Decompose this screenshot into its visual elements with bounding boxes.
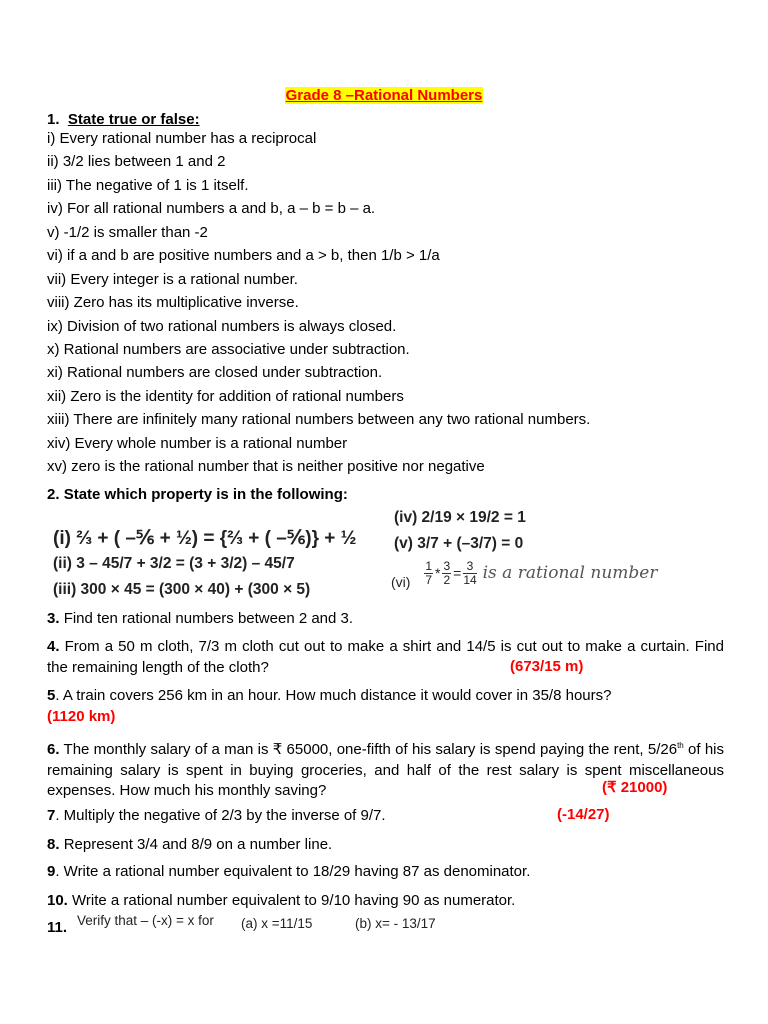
fraction: $\frac{3}{2}$	[443, 558, 451, 587]
q2-number: 2.	[47, 486, 60, 503]
q1-item: xi) Rational numbers are closed under subtraction.	[47, 364, 383, 382]
q11-verify: Verify that – (-x) = x for	[77, 913, 214, 928]
q2-property-image	[50, 505, 710, 601]
q4-answer: (673/15 m)	[510, 658, 584, 675]
q6-text-b: of his remaining salary is spent in buying groceries, and half of the rest salary is spent miscellaneous expenses. How much his monthly saving?	[47, 741, 724, 799]
q5	[47, 686, 724, 727]
q2-item-vi: (vi) $\frac{1}{7}$ * $\frac{3}{2}$ = $\frac{3}{14}$ is a rational number	[391, 558, 658, 590]
q4	[47, 637, 724, 678]
q6-superscript: th	[677, 741, 684, 750]
q11-part-b: (b) x= - 13/17	[355, 916, 436, 931]
q10-text: Write a rational number equivalent to 9/10 having 90 as numerator.	[72, 892, 516, 909]
q1-item: iv) For all rational numbers a and b, a – b = b – a.	[47, 200, 376, 218]
q6-answer: (₹ 21000)	[602, 779, 668, 796]
q3	[47, 609, 353, 628]
q1-heading	[47, 110, 200, 129]
q2-item-i: (i) ⅔ + ( –⅚ + ½) = {⅔ + ( –⅚)} + ½	[53, 528, 357, 549]
q9-text: . Write a rational number equivalent to 18/29 having 87 as denominator.	[55, 863, 531, 880]
q7-text: . Multiply the negative of 2/3 by the inverse of 9/7.	[55, 807, 386, 824]
q9	[47, 862, 530, 881]
q1-item: x) Rational numbers are associative under subtraction.	[47, 340, 410, 358]
q10	[47, 891, 515, 910]
q1-item: xv) zero is the rational number that is neither positive nor negative	[47, 458, 485, 476]
q11	[47, 918, 67, 937]
page-title: Grade 8 –Rational Numbers	[285, 87, 483, 104]
q5-number: 5	[47, 687, 56, 704]
q10-number: 10.	[47, 892, 68, 909]
q1-item: viii) Zero has its multiplicative inverse.	[47, 294, 299, 312]
q2-heading	[47, 485, 348, 504]
q4-text: From a 50 m cloth, 7/3 m cloth cut out to make a shirt and 14/5 is cut out to make a curtain. Find the remaining length of the cloth?	[47, 638, 724, 676]
q1-item: xiv) Every whole number is a rational number	[47, 434, 348, 452]
q6-text-a: The monthly salary of a man is ₹ 65000, one-fifth of his salary is spend paying the rent, 5/26	[63, 741, 678, 758]
q2-vi-label: (vi)	[391, 574, 411, 590]
q2-item-iv: (iv) 2/19 × 19/2 = 1	[394, 509, 526, 526]
fraction: $\frac{3}{14}$	[463, 558, 477, 587]
q6-number: 6.	[47, 741, 60, 758]
q1-item: ii) 3/2 lies between 1 and 2	[47, 153, 226, 171]
q1-item: vi) if a and b are positive numbers and a > b, then 1/b > 1/a	[47, 247, 440, 265]
q1-item: v) -1/2 is smaller than -2	[47, 223, 208, 241]
q1-item: xiii) There are infinitely many rational numbers between any two rational numbers.	[47, 411, 591, 429]
title-container	[0, 87, 768, 105]
fraction: $\frac{1}{7}$	[425, 558, 433, 587]
q1-item: i) Every rational number has a reciprocal	[47, 130, 317, 147]
q11-number: 11.	[47, 919, 68, 936]
q2-item-v: (v) 3/7 + (–3/7) = 0	[394, 535, 524, 552]
q1-heading-text: State true or false:	[67, 111, 200, 128]
q1-item: iii) The negative of 1 is 1 itself.	[47, 176, 249, 194]
q2-item-ii: (ii) 3 – 45/7 + 3/2 = (3 + 3/2) – 45/7	[53, 555, 295, 572]
q5-text: . A train covers 256 km in an hour. How much distance it would cover in 35/8 hours?	[55, 687, 612, 704]
q3-text: Find ten rational numbers between 2 and 3.	[63, 610, 354, 627]
q7	[47, 806, 386, 825]
q9-number: 9	[47, 863, 56, 880]
q1-item: xii) Zero is the identity for addition of rational numbers	[47, 387, 404, 405]
q7-answer: (-14/27)	[557, 806, 610, 823]
q8-number: 8.	[47, 836, 60, 853]
q1-item: ix) Division of two rational numbers is always closed.	[47, 317, 397, 335]
q4-number: 4.	[47, 638, 60, 655]
q2-vi-text: is a rational number	[482, 563, 658, 583]
q8-text: Represent 3/4 and 8/9 on a number line.	[63, 836, 333, 853]
q1-items-list	[47, 129, 590, 481]
q1-number: 1.	[47, 111, 60, 128]
q2-item-iii: (iii) 300 × 45 = (300 × 40) + (300 × 5)	[53, 581, 311, 598]
q5-answer: (1120 km)	[47, 707, 116, 725]
q1-item: vii) Every integer is a rational number.	[47, 270, 298, 288]
q11-part-a: (a) x =11/15	[241, 916, 313, 931]
q3-number: 3.	[47, 610, 60, 627]
q7-number: 7	[47, 807, 56, 824]
q8	[47, 835, 332, 854]
q2-heading-text: State which property is in the following:	[63, 486, 348, 503]
